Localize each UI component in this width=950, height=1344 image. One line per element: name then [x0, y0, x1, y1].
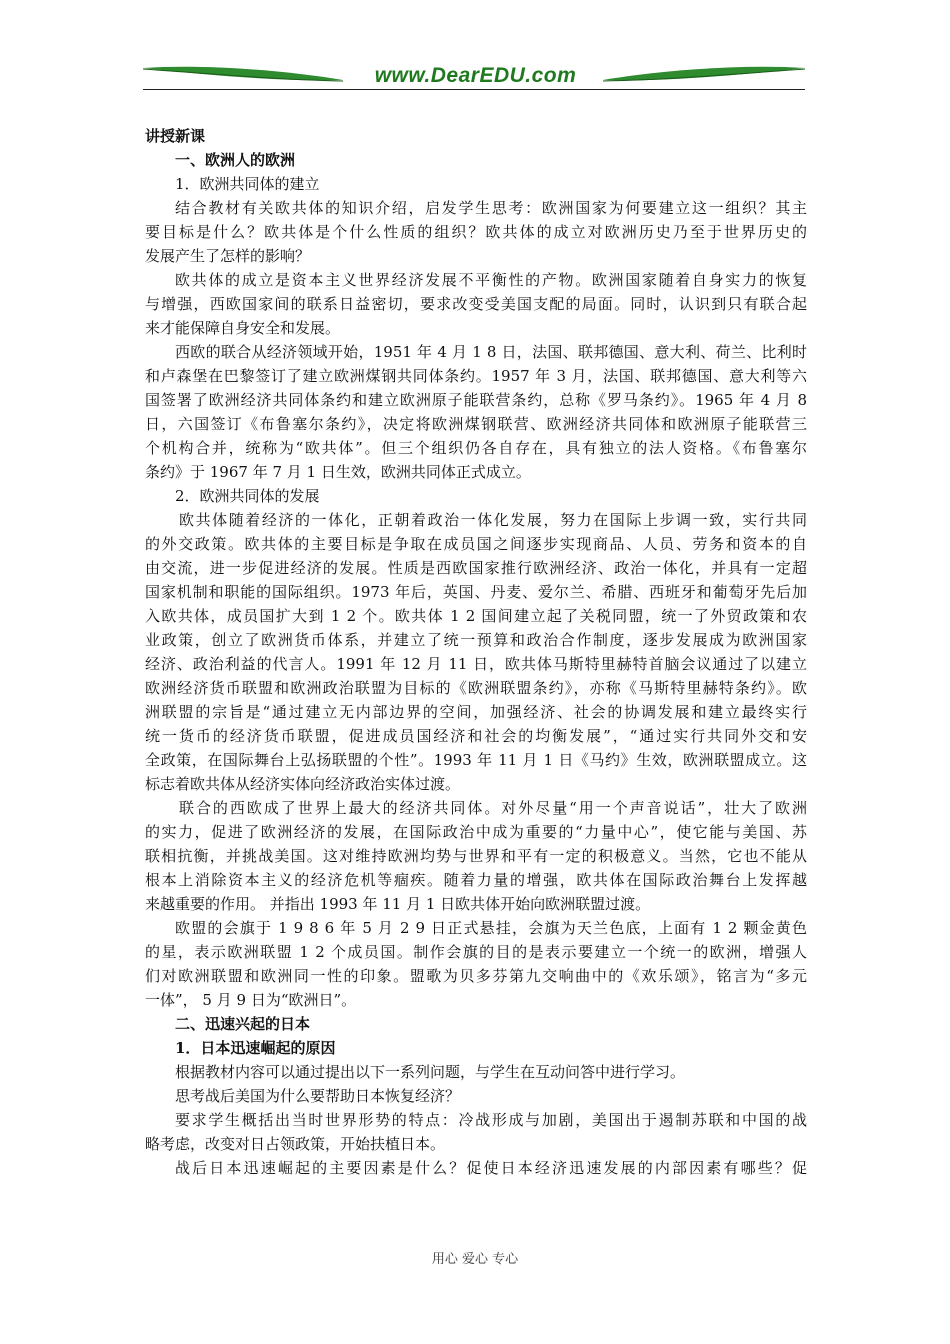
text-line: 统一货币的经济货币联盟，促进成员国经济和社会的均衡发展”，“通过实行共同外交和安	[145, 727, 807, 745]
text-line: 条约》于 1967 年 7 月 1 日生效，欧洲共同体正式成立。	[145, 463, 531, 481]
header-divider	[143, 89, 805, 90]
text-line: 与增强，西欧国家间的联系日益密切，要求改变受美国支配的局面。同时，认识到只有联合起	[145, 295, 807, 313]
text-line: 日，六国签订《布鲁塞尔条约》，决定将欧洲煤钢联营、欧洲经济共同体和欧洲原子能联营三	[145, 415, 807, 433]
text-line: 一体”， 5 月 9 日为“欧洲日”。	[145, 991, 357, 1009]
text-line: 国家机制和职能的国际组织。1973 年后，英国、丹麦、爱尔兰、希腊、西班牙和葡萄牙先后加	[145, 583, 807, 601]
text-line: 来才能保障自身安全和发展。	[145, 319, 341, 337]
text-line: 思考战后美国为什么要帮助日本恢复经济？	[175, 1087, 461, 1105]
text-line: 略考虑，改变对日占领政策，开始扶植日本。	[145, 1135, 446, 1153]
text-line: 的星，表示欧洲联盟 1 2 个成员国。制作会旗的目的是表示要建立一个统一的欧洲，增强人	[145, 943, 807, 961]
text-line: 来越重要的作用。 并指出 1993 年 11 月 1 日欧共体开始向欧洲联盟过渡。	[145, 895, 651, 913]
text-line: 们对欧洲联盟和欧洲同一性的印象。盟歌为贝多芬第九交响曲中的《欢乐颂》，铭言为“多元	[145, 967, 807, 985]
text-line: 经济、政治利益的代言人。1991 年 12 月 11 日，欧共体马斯特里赫特首脑会议通过了以建立	[145, 655, 807, 673]
text-line: 洲联盟的宗旨是“通过建立无内部边界的空间，加强经济、社会的协调发展和建立最终实行	[145, 703, 807, 721]
text-line: 根据教材内容可以通过提出以下一系列问题，与学生在互动问答中进行学习。	[175, 1063, 686, 1081]
text-line: 战后日本迅速崛起的主要因素是什么？促使日本经济迅速发展的内部因素有哪些？促	[175, 1159, 807, 1177]
section-heading: 1．日本迅速崛起的原因	[175, 1039, 336, 1057]
text-line: 欧共体随着经济的一体化，正朝着政治一体化发展，努力在国际上步调一致，实行共同	[179, 511, 807, 529]
text-line: 要求学生概括出当时世界形势的特点：冷战形成与加剧，美国出于遏制苏联和中国的战	[175, 1111, 807, 1129]
text-line: 由交流，进一步促进经济的发展。性质是西欧国家推行欧洲经济、政治一体化，并具有一定超	[145, 559, 807, 577]
text-line: 西欧的联合从经济领域开始，1951 年 4 月 1 8 日，法国、联邦德国、意大利、荷兰、比利时	[175, 343, 807, 361]
page-footer: 用心 爱心 专心	[431, 1252, 519, 1267]
text-line: 国签署了欧洲经济共同体条约和建立欧洲原子能联营条约，总称《罗马条约》。1965 年 4 月 8	[145, 391, 807, 409]
text-line: 发展产生了怎样的影响？	[145, 247, 311, 265]
text-line: 1．欧洲共同体的建立	[175, 175, 320, 193]
text-line: 联相抗衡，并挑战美国。这对维持欧洲均势与世界和平有一定的积极意义。当然，它也不能从	[145, 847, 807, 865]
text-line: 联合的西欧成了世界上最大的经济共同体。对外尽量“用一个声音说话”，壮大了欧洲	[179, 799, 807, 817]
text-line: 根本上消除资本主义的经济危机等痼疾。随着力量的增强，欧共体在国际政治舞台上发挥越	[145, 871, 807, 889]
text-line: 要目标是什么？欧共体是个什么性质的组织？欧共体的成立对欧洲历史乃至于世界历史的	[145, 223, 807, 241]
text-line: 和卢森堡在巴黎签订了建立欧洲煤钢共同体条约。1957 年 3 月，法国、联邦德国、意大利等六	[145, 367, 807, 385]
text-line: 欧盟的会旗于 1 9 8 6 年 5 月 2 9 日正式悬挂，会旗为天兰色底，上面有 1 2 颗金黄色	[175, 919, 807, 937]
text-line: 的外交政策。欧共体的主要目标是争取在成员国之间逐步实现商品、人员、劳务和资本的自	[145, 535, 807, 553]
site-brand: www.DearEDU.com	[374, 64, 577, 87]
text-line: 标志着欧共体从经济实体向经济政治实体过渡。	[145, 775, 461, 793]
text-line: 2．欧洲共同体的发展	[175, 487, 320, 505]
text-line: 入欧共体，成员国扩大到 1 2 个。欧共体 1 2 国间建立起了关税同盟，统一了外贸政策和农	[145, 607, 807, 625]
section-heading: 一、欧洲人的欧洲	[175, 151, 296, 169]
text-line: 个机构合并，统称为“欧共体”。但三个组织仍各自存在，具有独立的法人资格。《布鲁塞尔	[145, 439, 807, 457]
section-heading: 二、迅速兴起的日本	[175, 1015, 311, 1033]
section-heading: 讲授新课	[145, 127, 206, 145]
text-line: 欧共体的成立是资本主义世界经济发展不平衡性的产物。欧洲国家随着自身实力的恢复	[175, 271, 807, 289]
text-line: 的实力，促进了欧洲经济的发展，在国际政治中成为重要的“力量中心”，使它能与美国、苏	[145, 823, 807, 841]
text-line: 欧洲经济货币联盟和欧洲政治联盟为目标的《欧洲联盟条约》，亦称《马斯特里赫特条约》。欧	[145, 679, 807, 697]
document-body	[145, 124, 807, 1180]
text-line: 结合教材有关欧共体的知识介绍，启发学生思考：欧洲国家为何要建立这一组织？其主	[175, 199, 807, 217]
text-line: 业政策，创立了欧洲货币体系，并建立了统一预算和政治合作制度，逐步发展成为欧洲国家	[145, 631, 807, 649]
text-line: 全政策，在国际舞台上弘扬联盟的个性”。1993 年 11 月 1 日《马约》生效，欧洲联盟成立。这	[145, 751, 807, 769]
